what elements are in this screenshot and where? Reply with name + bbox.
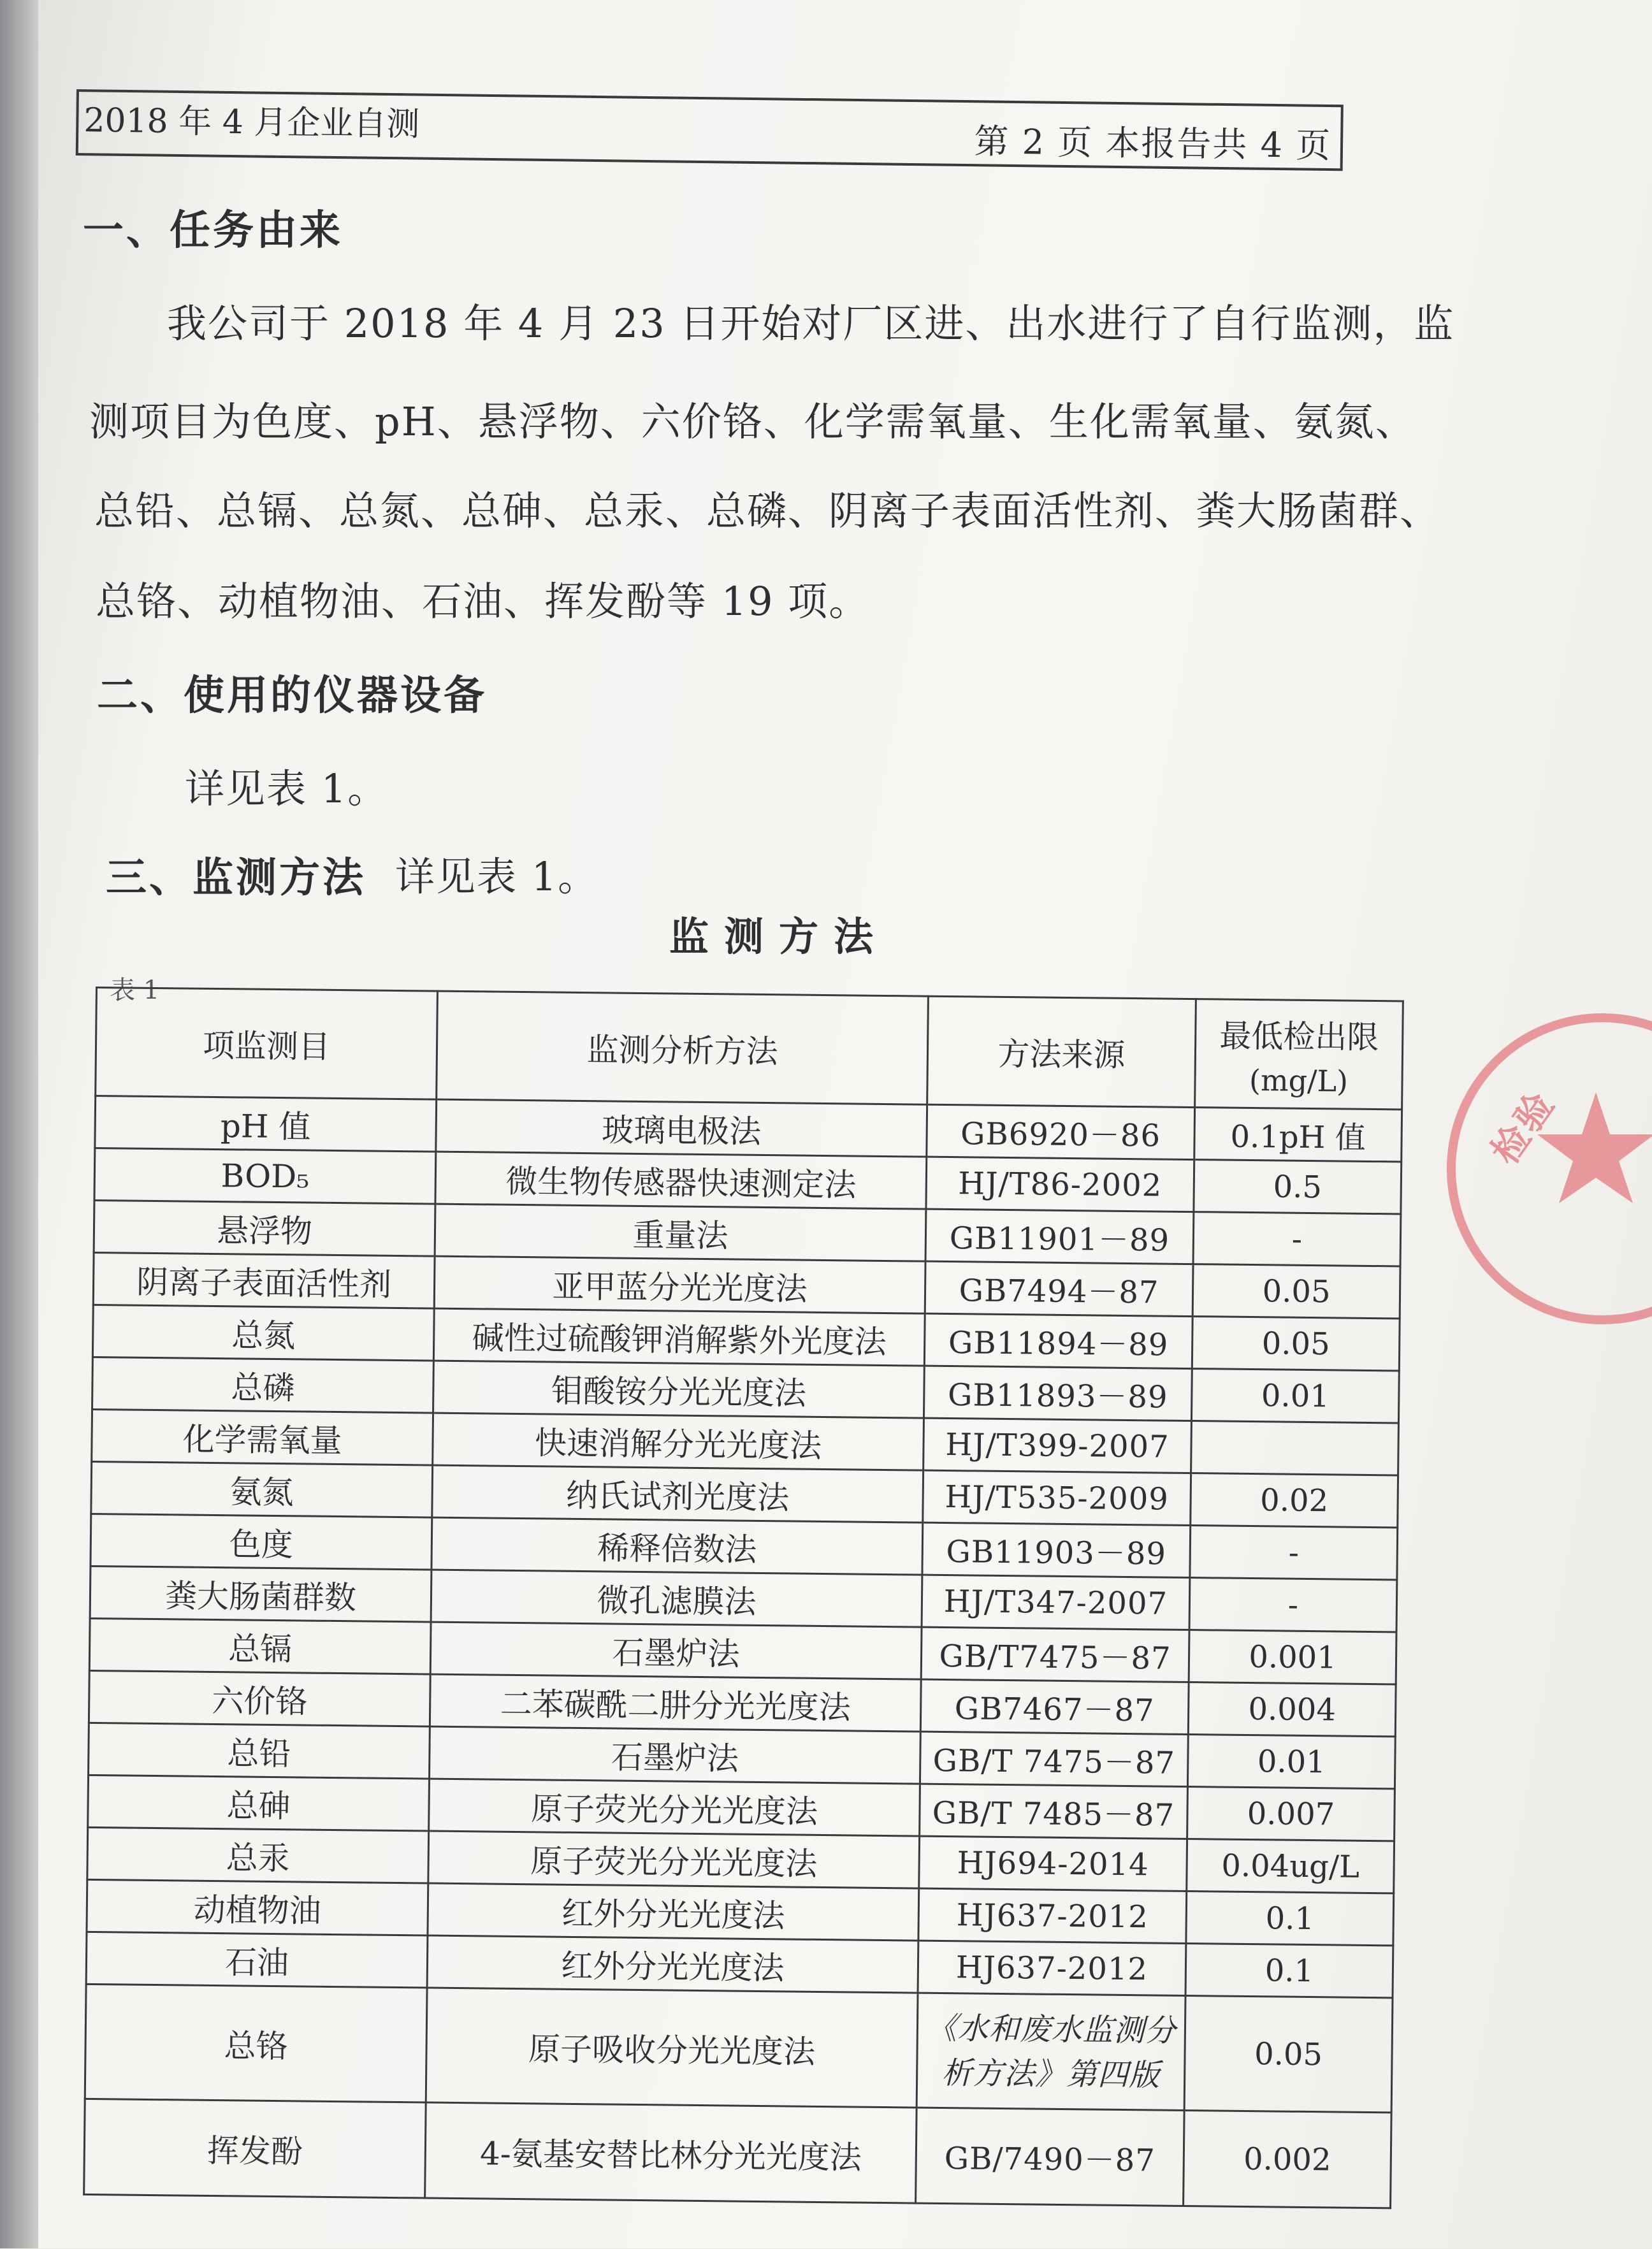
cell-source: 《水和废水监测分析方法》第四版 xyxy=(917,1993,1185,2110)
cell-limit: 0.05 xyxy=(1192,1264,1400,1319)
cell-limit: 0.1 xyxy=(1185,1943,1393,1997)
cell-method: 钼酸铵分光光度法 xyxy=(433,1361,925,1418)
cell-item: BOD₅ xyxy=(94,1148,436,1204)
cell-source: GB11901－89 xyxy=(925,1209,1194,1264)
header-left-text: 2018 年 4 月企业自测 xyxy=(83,101,420,144)
cell-source: HJ/T347-2007 xyxy=(922,1575,1190,1630)
section-3-text: 详见表 1。 xyxy=(395,853,599,900)
section-1-line-4: 总铬、动植物油、石油、挥发酚等 19 项。 xyxy=(96,578,870,625)
cell-limit: 0.01 xyxy=(1191,1369,1399,1423)
cell-source: GB11894－89 xyxy=(924,1313,1192,1368)
cell-method: 原子吸收分光光度法 xyxy=(426,1988,918,2108)
table-row xyxy=(84,2099,1391,2208)
method-table-wrapper xyxy=(82,987,1402,2249)
cell-source: GB7467－87 xyxy=(920,1679,1189,1734)
cell-item: 六价铬 xyxy=(89,1670,430,1726)
cell-item: 总氮 xyxy=(92,1305,434,1361)
cell-source: GB/T7475－87 xyxy=(921,1627,1189,1682)
cell-limit: - xyxy=(1190,1526,1398,1580)
cell-item: pH 值 xyxy=(95,1096,437,1152)
table-row xyxy=(85,1984,1393,2112)
header-item: 项监测目 xyxy=(96,988,438,1100)
section-1-line-2: 测项目为色度、pH、悬浮物、六价铬、化学需氧量、生化需氧量、氨氮、 xyxy=(89,398,1416,445)
cell-limit: 0.05 xyxy=(1192,1317,1400,1371)
cell-source: HJ637-2012 xyxy=(918,1941,1186,1995)
cell-item: 悬浮物 xyxy=(94,1200,435,1256)
table-label: 表 1 xyxy=(110,976,160,1005)
section-1-line-3: 总铅、总镉、总氮、总砷、总汞、总磷、阴离子表面活性剂、粪大肠菌群、 xyxy=(94,488,1441,534)
cell-item: 粪大肠菌群数 xyxy=(90,1566,431,1622)
header-limit xyxy=(1195,999,1403,1110)
cell-method: 玻璃电极法 xyxy=(436,1099,927,1157)
cell-limit: - xyxy=(1193,1212,1401,1266)
cell-method: 原子荧光分光光度法 xyxy=(428,1831,920,1888)
cell-source: HJ/T399-2007 xyxy=(924,1418,1192,1473)
seal-text: 检验 xyxy=(1482,1082,1564,1173)
cell-method: 原子荧光分光光度法 xyxy=(429,1779,920,1836)
cell-limit: 0.04ug/L xyxy=(1187,1839,1395,1893)
cell-source: GB11903－89 xyxy=(922,1522,1191,1577)
method-table xyxy=(83,987,1404,2209)
cell-limit: 0.004 xyxy=(1188,1682,1396,1737)
cell-limit: 0.01 xyxy=(1187,1735,1395,1789)
cell-item: 色度 xyxy=(91,1514,432,1570)
section-3-title: 三、监测方法 xyxy=(106,854,366,902)
cell-method: 4-氨基安替比林分光光度法 xyxy=(425,2102,917,2203)
cell-item: 挥发酚 xyxy=(84,2099,426,2198)
cell-method: 微孔滤膜法 xyxy=(431,1570,922,1627)
cell-item: 总镉 xyxy=(89,1618,431,1674)
header-method: 监测分析方法 xyxy=(437,991,929,1104)
cell-method: 石墨炉法 xyxy=(430,1622,922,1679)
cell-limit: 0.02 xyxy=(1191,1473,1398,1528)
cell-limit: 0.5 xyxy=(1194,1160,1402,1214)
cell-limit: 0.1pH 值 xyxy=(1194,1108,1402,1162)
cell-method: 红外分光光度法 xyxy=(427,1935,918,1993)
table-header-row xyxy=(96,988,1403,1110)
cell-limit: 0.001 xyxy=(1189,1630,1396,1684)
cell-method: 碱性过硫酸钾消解紫外光度法 xyxy=(433,1308,925,1366)
section-2-text: 详见表 1。 xyxy=(185,765,389,812)
cell-limit: - xyxy=(1189,1578,1397,1632)
cell-source: HJ/T535-2009 xyxy=(923,1470,1191,1525)
cell-limit: 0.1 xyxy=(1186,1891,1394,1946)
cell-limit: 0.05 xyxy=(1184,1995,1393,2112)
cell-method: 微生物传感器快速测定法 xyxy=(435,1152,927,1209)
cell-item: 总汞 xyxy=(87,1827,429,1883)
section-1-title: 一、任务由来 xyxy=(83,206,343,254)
cell-limit: 0.007 xyxy=(1187,1787,1395,1841)
section-2-title: 二、使用的仪器设备 xyxy=(97,672,487,720)
cell-source: GB6920－86 xyxy=(927,1104,1195,1159)
cell-source: GB/T 7485－87 xyxy=(920,1784,1188,1839)
cell-method: 红外分光光度法 xyxy=(428,1883,919,1941)
cell-source: GB/T 7475－87 xyxy=(920,1732,1188,1786)
cell-source: HJ637-2012 xyxy=(918,1888,1187,1943)
cell-item: 总铅 xyxy=(89,1723,430,1779)
cell-source: GB7494－87 xyxy=(925,1261,1193,1316)
cell-source: HJ/T86-2002 xyxy=(926,1157,1194,1211)
section-1-line-1: 我公司于 2018 年 4 月 23 日开始对厂区进、出水进行了自行监测，监 xyxy=(167,300,1455,347)
table-title: 监测方法 xyxy=(669,913,889,960)
cell-method: 亚甲蓝分光光度法 xyxy=(434,1256,925,1313)
cell-item: 石油 xyxy=(86,1932,428,1988)
cell-method: 快速消解分光光度法 xyxy=(433,1413,924,1470)
cell-limit: 0.002 xyxy=(1184,2110,1392,2208)
cell-method: 稀释倍数法 xyxy=(431,1517,923,1575)
page-number-text: 第 2 页 本报告共 4 页 xyxy=(974,121,1332,166)
header-limit-label: 最低检出限 xyxy=(1219,1016,1379,1056)
header-limit-unit: (mg/L) xyxy=(1249,1062,1349,1099)
cell-limit xyxy=(1191,1421,1399,1475)
cell-item: 动植物油 xyxy=(87,1879,428,1935)
cell-item: 阴离子表面活性剂 xyxy=(93,1252,435,1308)
cell-item: 氨氮 xyxy=(91,1461,433,1517)
cell-source: GB/7490－87 xyxy=(916,2108,1185,2206)
cell-item: 总铬 xyxy=(85,1984,427,2102)
cell-source: GB11893－89 xyxy=(924,1366,1192,1421)
header-source: 方法来源 xyxy=(927,996,1196,1107)
cell-item: 总磷 xyxy=(92,1357,434,1413)
cell-method: 纳氏试剂光度法 xyxy=(432,1465,924,1522)
cell-item: 化学需氧量 xyxy=(92,1409,433,1465)
cell-method: 重量法 xyxy=(435,1204,926,1261)
page-edge-shadow xyxy=(0,0,38,2248)
cell-source: HJ694-2014 xyxy=(919,1836,1187,1891)
cell-method: 二苯碳酰二肼分光光度法 xyxy=(430,1674,921,1732)
cell-method: 石墨炉法 xyxy=(430,1726,921,1784)
cell-item: 总砷 xyxy=(88,1775,430,1831)
